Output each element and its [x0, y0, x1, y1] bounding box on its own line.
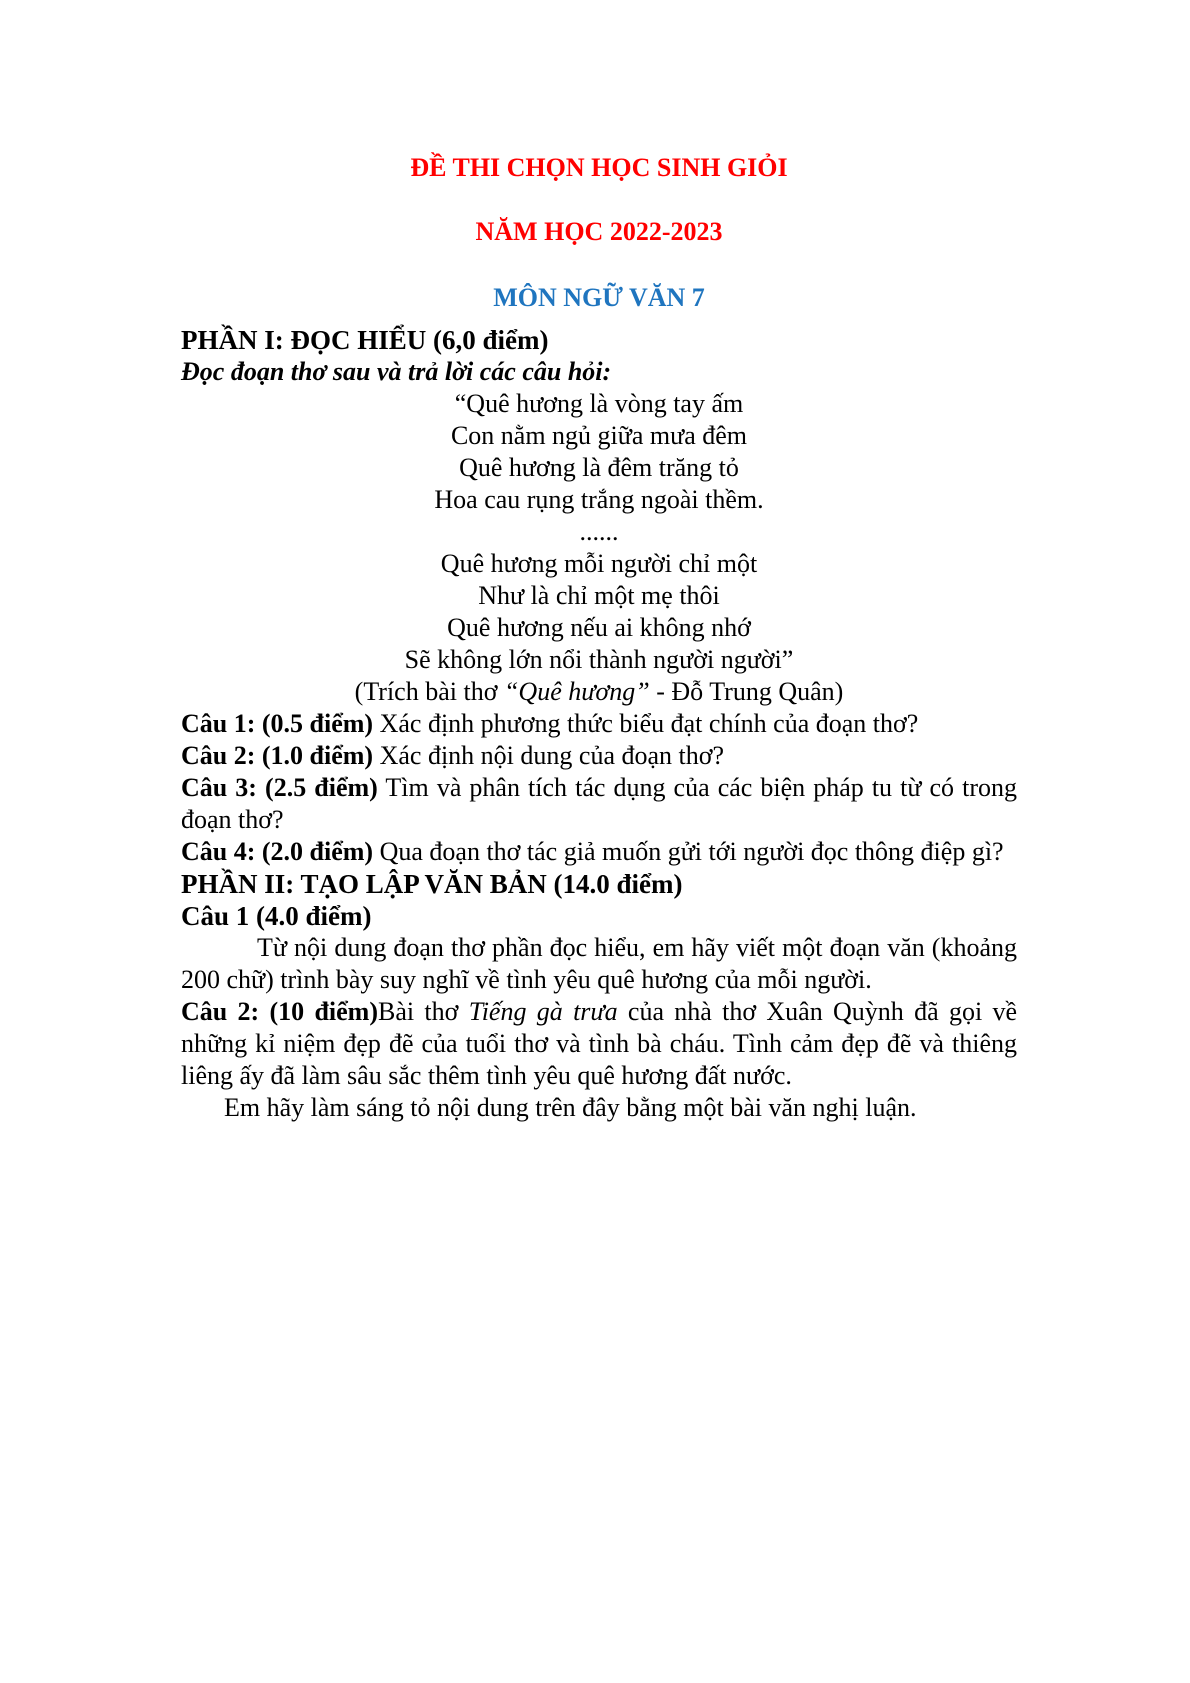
question-text: Xác định nội dung của đoạn thơ?: [373, 741, 725, 770]
exam-title: ĐỀ THI CHỌN HỌC SINH GIỎI: [410, 153, 788, 182]
source-title: “Quê hương”: [503, 677, 650, 706]
question-2: [181, 740, 1017, 772]
poem-line: Quê hương là đêm trăng tỏ: [459, 453, 739, 482]
source-suffix: - Đỗ Trung Quân): [649, 677, 844, 706]
school-year: NĂM HỌC 2022-2023: [475, 217, 723, 246]
part2-q2-task: Em hãy làm sáng tỏ nội dung trên đây bằng một bài văn nghị luận.: [224, 1093, 917, 1122]
poem: [181, 388, 1017, 708]
question-label: Câu 3: (2.5 điểm): [181, 773, 378, 802]
part2-question-2: [181, 996, 1017, 1092]
question-3: [181, 772, 1017, 836]
part2-heading: PHẦN II: TẠO LẬP VĂN BẢN (14.0 điểm): [181, 869, 683, 899]
source-prefix: (Trích bài thơ: [354, 677, 504, 706]
poem-line: Sẽ không lớn nổi thành người người”: [404, 645, 794, 674]
part2-q1-text: Từ nội dung đoạn thơ phần đọc hiểu, em hãy viết một đoạn văn (khoảng 200 chữ) trình bày suy nghĩ về tình yêu quê hương của mỗi người.: [181, 933, 1017, 994]
question-text: Qua đoạn thơ tác giả muốn gửi tới người đọc thông điệp gì?: [373, 837, 1004, 866]
poem-line: Quê hương nếu ai không nhớ: [447, 613, 751, 642]
question-text-b: của nhà thơ Xuân Quỳnh đã gọi về những kỉ niệm đẹp đẽ của tuổi thơ và tình bà cháu. Tình cảm đẹp đẽ và thiêng liêng ấy đã làm sâu sắc thêm tình yêu quê hương đất nước.: [181, 997, 1018, 1090]
question-label: Câu 4: (2.0 điểm): [181, 837, 374, 866]
poem-title: Tiếng gà trưa: [468, 997, 618, 1026]
poem-line: Hoa cau rụng trắng ngoài thềm.: [434, 485, 764, 514]
part1-instruction: Đọc đoạn thơ sau và trả lời các câu hỏi:: [181, 357, 612, 386]
poem-line: ......: [579, 517, 619, 546]
poem-source: [181, 676, 1017, 708]
question-label: Câu 1: (0.5 điểm): [181, 709, 374, 738]
question-label: Câu 2: (10 điểm): [181, 997, 378, 1026]
poem-line: Quê hương mỗi người chỉ một: [440, 549, 758, 578]
poem-line: Như là chỉ một mẹ thôi: [478, 581, 720, 610]
poem-line: “Quê hương là vòng tay ấm: [454, 389, 744, 418]
question-text-a: Bài thơ: [378, 997, 469, 1026]
part2-q1-label: Câu 1 (4.0 điểm): [181, 901, 372, 931]
question-label: Câu 2: (1.0 điểm): [181, 741, 374, 770]
question-text: Xác định phương thức biểu đạt chính của đoạn thơ?: [373, 709, 919, 738]
question-4: [181, 836, 1017, 868]
part1-heading: PHẦN I: ĐỌC HIỂU (6,0 điểm): [181, 325, 549, 355]
subject-title: MÔN NGỮ VĂN 7: [493, 283, 705, 312]
poem-line: Con nằm ngủ giữa mưa đêm: [450, 421, 748, 450]
question-1: [181, 708, 1017, 740]
question-text: Tìm và phân tích tác dụng của các biện pháp tu từ có trong đoạn thơ?: [181, 773, 1017, 834]
